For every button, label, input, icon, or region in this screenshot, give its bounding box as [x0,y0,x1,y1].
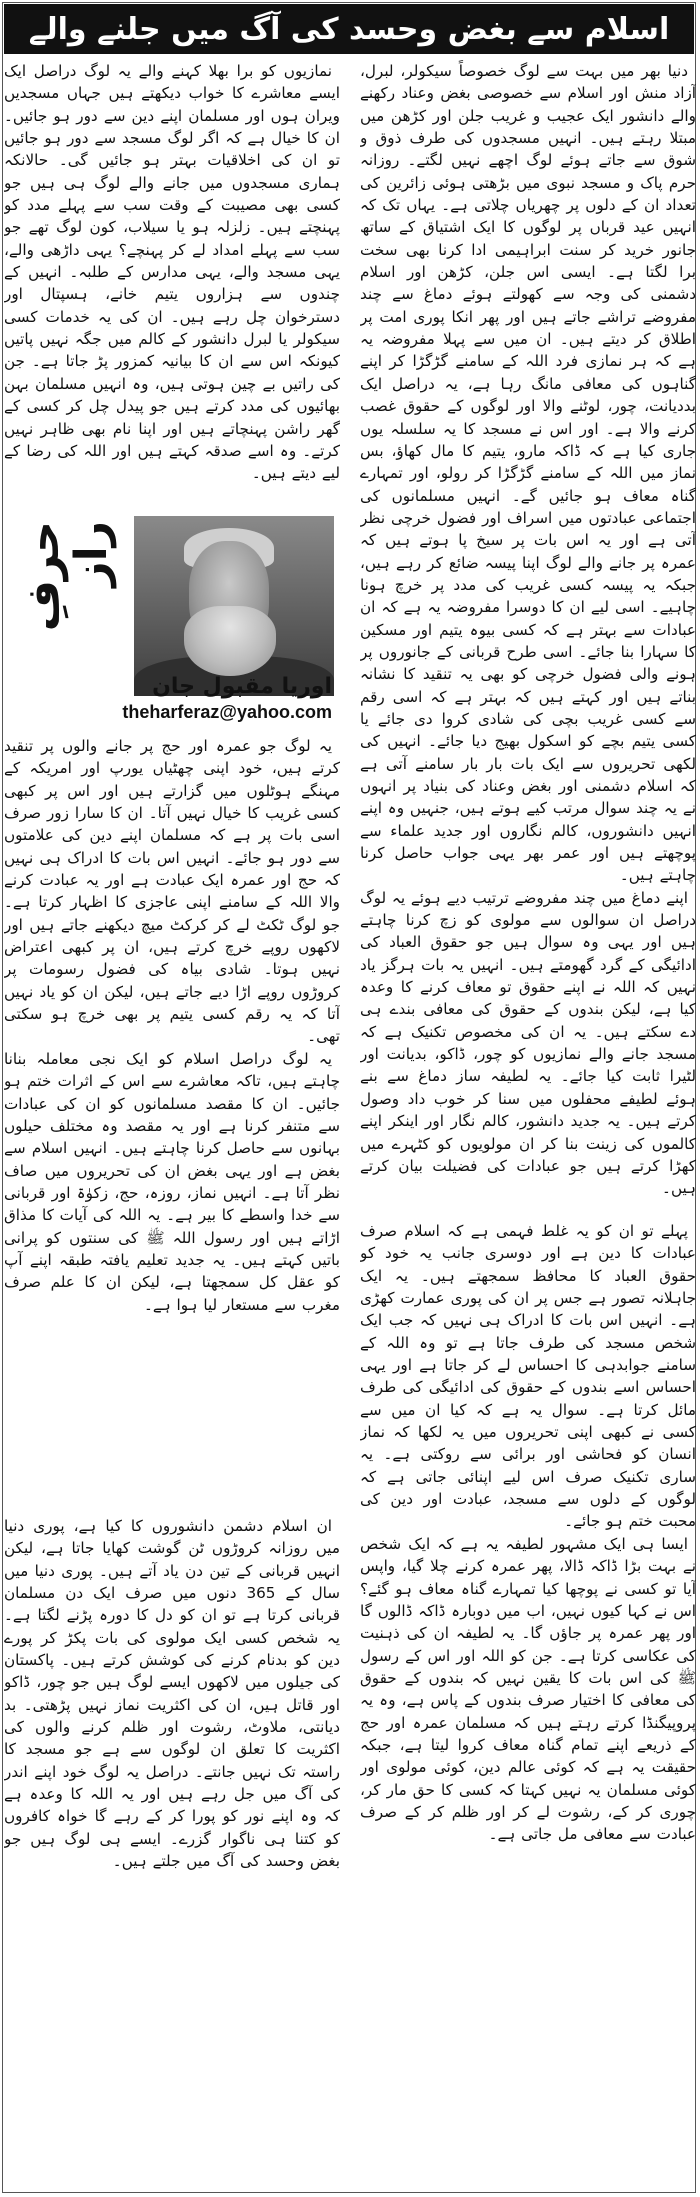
left-column-middle [4,735,340,1515]
headline: اسلام سے بغض وحسد کی آگ میں جلنے والے [28,11,670,47]
article-paragraph: یہ لوگ دراصل اسلام کو ایک نجی معاملہ بنانا چاہتے ہیں، تاکہ معاشرے سے اس کے اثرات ختم ہو جائیں۔ ان کا مقصد مسلمانوں کو ان کی عبادات سے متنفر کرنا ہے اور یہ مقصد وہ مختلف حیلوں بہانوں سے حاصل کرنا چاہتے ہیں۔ انہیں اسلام سے بغض ہے اور یہی بغض ان کی تحریروں میں صاف نظر آتا ہے۔ انہیں نماز، روزہ، حج، زکوٰۃ اور قربانی سے خدا واسطے کا بیر ہے۔ یہ اللہ کی آیات کا مذاق اڑاتے ہیں اور رسول اللہ ﷺ کی سنتوں کو پرانی باتیں کہتے ہیں۔ یہ جدید تعلیم یافتہ طبقہ اپنے آپ کو عقل کل سمجھتا ہے، لیکن ان کا علم صرف مغرب سے مستعار لیا ہوا ہے۔ [4,1049,340,1314]
article-paragraph: دنیا بھر میں بہت سے لوگ خصوصاً سیکولر، لبرل، آزاد منش اور اسلام سے خصوصی بغض وعناد رکھنے والے دانشور ایک عجیب و غریب جلن اور کڑھن میں مبتلا رہتے ہیں۔ انہیں مسجدوں کی طرف ذوق و شوق سے جاتے ہوئے لوگ اچھے نہیں لگتے۔ روزانہ حرم پاک و مسجد نبوی میں بڑھتی ہوئی زائرین کی تعداد ان کے دلوں پر چھریاں چلاتی ہے۔ یہاں تک کہ انہیں عید قرباں پر لوگوں کا ایک اشتیاق کے ساتھ جانور خرید کر سنت ابراہیمی ادا کرنا بھی سخت برا لگتا ہے۔ ایسی اس جلن، کڑھن اور اسلام دشمنی کی وجہ سے کھولتے ہوئے دماغ سے چند مفروضے تراشے جاتے ہیں اور پھر انکا پوری امت پر اطلاق کر دیتے ہیں۔ ان میں سے پہلا مفروضہ یہ ہے کہ ہر نمازی فرد اللہ کے سامنے گڑگڑا کر اپنے گناہوں کی معافی مانگ رہا ہے، یہ دراصل ایک بددیانت، چور، لوٹنے والا اور لوگوں کے حقوق غصب کرنے والا ہے۔ اور اس نے مسجد کا یہ سلسلہ یوں جاری کیا ہے کہ ڈاکہ مارو، یتیم کا مال کھاؤ، بس نماز میں اللہ کے سامنے گڑگڑا کر رولو، اور تمہارے گناہ معاف ہو جائیں گے۔ انہیں مسلمانوں کی اجتماعی عبادتوں میں اسراف اور فضول خرچی نظر آتی ہے اور یہ اس بات پر سیخ پا ہوتے ہیں کہ عمرہ پر جانے والے لوگ اپنا پیسہ ضائع کر رہے ہیں، جبکہ یہ پیسہ کسی غریب کی مدد پر خرچ ہونا چاہیے۔ اسی لیے ان کا دوسرا مفروضہ یہ ہے کہ ان عبادات سے بہتر ہے کہ کسی بیوہ یتیم اور مسکین کا سہارا بنا جائے۔ اسی طرح قربانی کے جانوروں پر ہونے والی فضول خرچی کو بھی یہ تنقید کا نشانہ بناتے ہیں اور کہتے ہیں کہ بہتر ہے کہ اسی رقم سے کسی غریب بچی کی شادی کروا دی جائے یا کسی یتیم بچے کو اسکول بھیج دیا جائے۔ انہیں کی لکھی تحریروں سے ایک بات بار بار سامنے آتی ہے کہ اسلام دشمنی اور بغض وعناد کی بنیاد پر انہوں نے یہ چند سوال مرتب کیے ہوتے ہیں، جنہیں وہ اپنے انہیں دانشوروں، کالم نگاروں اور جدید علماء سے پوچھتے ہیں اور عمر بھر یہی جواب حاصل کرنا چاہتے ہیں۔ [360,62,696,885]
article-paragraph: ان اسلام دشمن دانشوروں کا کیا ہے، پوری دنیا میں روزانہ کروڑوں ٹن گوشت کھایا جاتا ہے، لیکن انہیں قربانی کے تین دن یاد آتے ہیں۔ پوری دنیا میں سال کے 365 دنوں میں صرف ایک دن مسلمان قربانی کرتا ہے تو ان کو دل کا دورہ پڑنے لگتا ہے۔ یہ شخص کسی ایک مولوی کی بات پکڑ کر پورے دین کو بدنام کرنے کی کوشش کرتے ہیں۔ پاکستان کی جیلوں میں لاکھوں ایسے لوگ ہیں جو چور، ڈاکو اور قاتل ہیں، ان کی اکثریت نماز نہیں پڑھتی۔ بد دیانتی، ملاوٹ، رشوت اور ظلم کرنے والوں کی اکثریت کا تعلق ان لوگوں سے ہے جو مسجد کا راستہ تک نہیں جانتے۔ دراصل یہ لوگ خود اپنے اندر کی آگ میں جل رہے ہیں اور یہ اللہ کا وعدہ ہے کہ وہ اپنے نور کو پورا کر کے رہے گا خواہ کافروں کو کتنا ہی ناگوار گزرے۔ ایسے ہی لوگ ہیں جو بغض وحسد کی آگ میں جلتے ہیں۔ [4,1517,340,1871]
column-logo-text: حرفِ راز [18,521,117,632]
article-paragraph: نمازیوں کو برا بھلا کہنے والے یہ لوگ دراصل ایک ایسے معاشرے کا خواب دیکھتے ہیں جہاں مسجدیں ویران ہوں اور مسلمان اپنے دین سے دور ہو جائیں۔ ان کا خیال ہے کہ اگر لوگ مسجد سے دور ہو جائیں تو ان کی اخلاقیات بہتر ہو جائیں گی۔ حالانکہ ہماری مسجدوں میں جانے والے لوگ ہی ہیں جو کسی بھی مصیبت کے وقت سب سے پہلے مدد کو پہنچتے ہیں۔ زلزلہ ہو یا سیلاب، کون لوگ تھے جو سب سے پہلے امداد لے کر پہنچے؟ یہی داڑھی والے، یہی مسجد والے، یہی مدارس کے طلبہ۔ انہیں کے چندوں سے ہزاروں یتیم خانے، ہسپتال اور دسترخوان چل رہے ہیں۔ ان کی یہ خدمات کسی سیکولر یا لبرل دانشور کے کالم میں جگہ نہیں پاتیں کیونکہ اس سے ان کا بیانیہ کمزور پڑ جاتا ہے۔ جن کی راتیں بے چین ہوتی ہیں، وہ انہیں مسلمان بہن بھائیوں کی مدد کرتے ہیں جو پیدل چل کر کسی کے گھر راشن پہنچاتے ہیں اور اپنا نام بھی ظاہر نہیں کرتے۔ وہ اسے صدقہ کہتے ہیں اور اللہ کی رضا کے لیے دیتے ہیں۔ [4,62,340,483]
left-column-top [4,60,340,510]
headline-banner [4,4,694,54]
right-column-bottom [360,1220,696,2190]
column-logo [8,521,128,636]
article-paragraph: یہ لوگ جو عمرہ اور حج پر جانے والوں پر تنقید کرتے ہیں، خود اپنی چھٹیاں یورپ اور امریکہ کے مہنگے ہوٹلوں میں گزارتے ہیں اور اس پر کبھی کسی غریب کا خیال نہیں آتا۔ ان کا سارا زور صرف اسی بات پر ہے کہ مسلمان اپنے دین کی علامتوں سے دور ہو جائے۔ انہیں اس بات کا ادراک ہی نہیں کہ حج اور عمرہ ایک عبادت ہے اور یہ عبادت کرنے والا اللہ کے سامنے اپنی عاجزی کا اظہار کرتا ہے۔ جو لوگ ٹکٹ لے کر کرکٹ میچ دیکھنے جاتے ہیں اور لاکھوں روپے خرچ کرتے ہیں، ان پر کبھی اعتراض نہیں ہوتا۔ شادی بیاہ کی فضول رسومات پر کروڑوں روپے اڑا دیے جاتے ہیں، لیکن ان کو یاد نہیں آتا کہ یہ رقم کسی یتیم پر بھی خرچ ہو سکتی تھی۔ [4,737,340,1046]
right-column-top [360,60,696,1210]
author-photo [134,516,334,696]
byline-block [4,516,340,728]
article-paragraph: ایسا ہی ایک مشہور لطیفہ یہ ہے کہ ایک شخص نے بہت بڑا ڈاکہ ڈالا، پھر عمرہ کرنے چلا گیا، واپس آیا تو کسی نے پوچھا کیا تمہارے گناہ معاف ہو گئے؟ اس نے کہا کیوں نہیں، اب میں دوبارہ ڈاکہ ڈالوں گا اور پھر عمرہ پر جاؤں گا۔ یہ لطیفہ ان کی ذہنیت کی عکاسی کرتا ہے۔ جن کو اللہ اور اس کے رسول ﷺ کی اس بات کا یقین نہیں کہ بندوں کے حقوق کی معافی کا اختیار صرف بندوں کے پاس ہے، وہ یہ پروپیگنڈا کرتے رہتے ہیں کہ مسلمان عمرہ اور حج کے ذریعے اپنے تمام گناہ معاف کروا لیتا ہے، جبکہ حقیقت یہ ہے کہ کوئی عالم دین، کوئی مولوی اور کوئی مسلمان یہ نہیں کہتا کہ کسی کا حق مار کر، چوری کر کے، رشوت لے کر اور ظلم کر کے صرف عبادت سے معافی مل جاتی ہے۔ [360,1534,696,1844]
left-column-bottom [4,1515,340,2185]
right-column [360,60,696,2190]
article-paragraph: پہلے تو ان کو یہ غلط فہمی ہے کہ اسلام صرف عبادات کا دین ہے اور دوسری جانب یہ خود کو حقوق العباد کا محافظ سمجھتے ہیں۔ یہ ایک جاہلانہ تصور ہے جس پر ان کی پوری عمارت کھڑی ہے۔ انہیں اس بات کا ادراک ہی نہیں کہ جب ایک شخص مسجد کی طرف جاتا ہے تو وہ اللہ کے سامنے جوابدہی کا احساس لے کر جاتا ہے اور یہی احساس اسے بندوں کے حقوق کی ادائیگی کی طرف مائل کرتا ہے۔ سوال یہ ہے کہ کیا ان میں سے کسی نے کبھی اپنی تحریروں میں یہ لکھا کہ نماز انسان کو فحاشی اور برائی سے روکتی ہے۔ یہ ساری تکنیک صرف اس لیے اپنائی جاتی ہے کہ لوگوں کے دلوں سے مسجد، عبادت اور دین کی محبت ختم ہو جائے۔ [360,1222,696,1531]
article-paragraph: اپنے دماغ میں چند مفروضے ترتیب دیے ہوئے یہ لوگ دراصل ان سوالوں سے مولوی کو زچ کرنا چاہتے ہیں اور یہی وہ سوال ہیں جو حقوق العباد کی ادائیگی کے گرد گھومتے ہیں۔ انہیں یہ بات ہرگز یاد نہیں کہ اللہ نے اپنے حقوق تو معاف کرنے کا وعدہ کیا ہے، لیکن بندوں کے حقوق کی معافی بندے ہی دے سکتے ہیں۔ یہ ان کی مخصوص تکنیک ہے کہ مسجد جانے والے نمازیوں کو چور، ڈاکو، بدیانت اور لٹیرا ثابت کیا جائے۔ یہ لطیفہ ساز دماغ سے بنے ہوئے لطیفے محفلوں میں سنا کر خوب داد وصول کرتے ہیں۔ یہ جدید دانشور، کالم نگار اور اینکر اپنے کالموں کی زینت بنا کر ان مولویوں کو کٹہرے میں کھڑا کرتے ہیں جو عبادات کی فضیلت بیان کرتے ہیں۔ [360,888,696,1198]
author-name: اوریا مقبول جان [152,674,332,699]
author-email[interactable]: theharferaz@yahoo.com [122,702,332,722]
left-column [4,60,340,2190]
